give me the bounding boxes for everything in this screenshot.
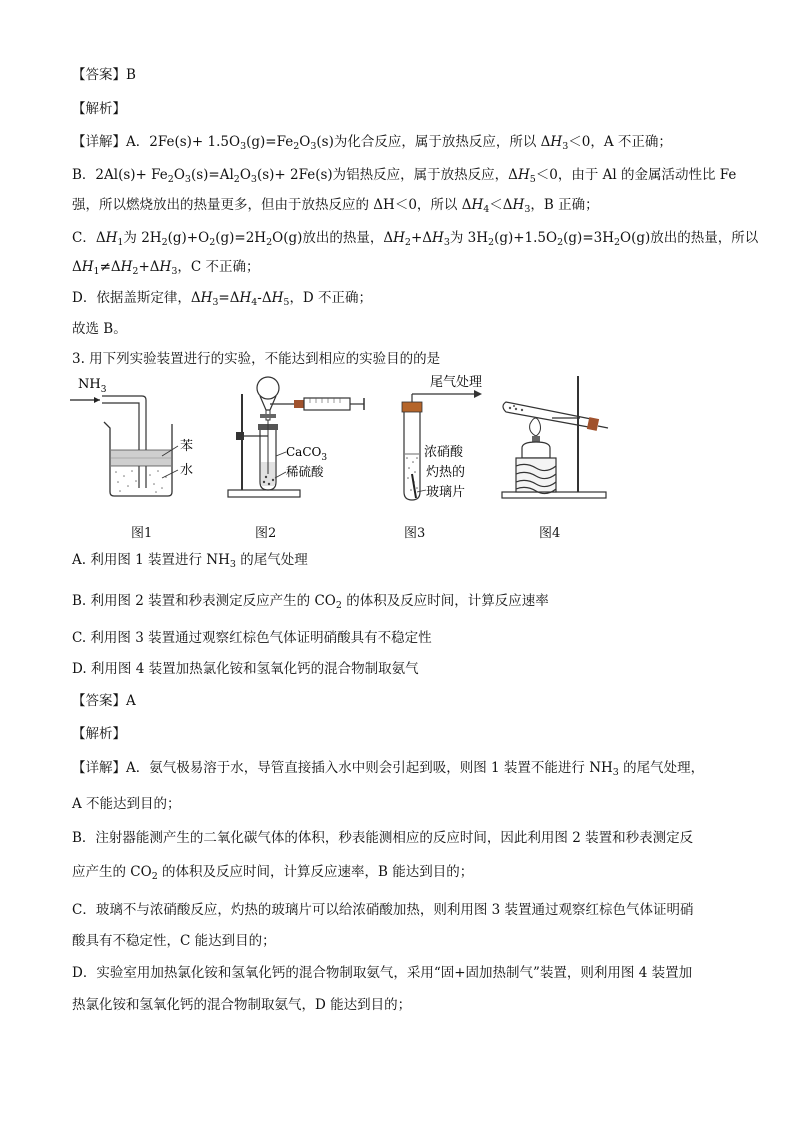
figure-4-heating-apparatus bbox=[492, 372, 612, 506]
fig1-gas-label: $NH_3$ bbox=[78, 377, 107, 395]
detail1-b2: 强，所以燃烧放出的热量更多，但由于放热反应的 ΔH＜0，所以 $\Delta H_4<\Delta H_3$，B 正确； bbox=[72, 197, 599, 215]
detail1-d: D．依据盖斯定律，$\Delta H_3=\Delta H_4-\Delta H_5$，D 不正确； bbox=[72, 290, 373, 308]
conclusion-1: 故选 B。 bbox=[72, 321, 127, 337]
option-c: C. 利用图 3 装置通过观察红棕色气体证明硝酸具有不稳定性 bbox=[72, 630, 432, 646]
answer-label: 【答案】 bbox=[72, 67, 126, 83]
figure-2-syringe-apparatus bbox=[222, 374, 372, 504]
detail2-b2: 应产生的 $CO_2$ 的体积及反应时间，计算反应速率，B 能达到目的； bbox=[72, 864, 474, 882]
figure-1-beaker bbox=[70, 374, 210, 504]
fig3-tail-gas-label: 尾气处理 bbox=[430, 375, 483, 390]
fig1-caption: 图1 bbox=[131, 526, 153, 541]
answer-value: A bbox=[126, 693, 136, 709]
question-3: 3. 用下列实验装置进行的实验，不能达到相应的实验目的的是 bbox=[72, 351, 441, 367]
fig1-benzene-label: 苯 bbox=[180, 439, 194, 454]
fig4-caption: 图4 bbox=[539, 526, 561, 541]
detail2-d2: 热氯化铵和氢氧化钙的混合物制取氨气，D 能达到目的； bbox=[72, 997, 412, 1013]
detail1-a: 【详解】A．$2Fe(s)+ 1.5O_3(g)=Fe_2O_3(s)$为化合反应，属于放热反应，所以 $\Delta H_3<0$，A 不正确； bbox=[72, 134, 672, 152]
detail2-b1: B．注射器能测产生的二氧化碳气体的体积，秒表能测相应的反应时间，因此利用图 2 装置和秒表测定反 bbox=[72, 830, 694, 846]
detail2-a2: A 不能达到目的； bbox=[72, 796, 181, 812]
option-b: B. 利用图 2 装置和秒表测定反应产生的 $CO_2$ 的体积及反应时间，计算反应速率 bbox=[72, 593, 549, 611]
option-a: A. 利用图 1 装置进行 $NH_3$ 的尾气处理 bbox=[72, 552, 308, 570]
answer-line-2 bbox=[72, 692, 136, 710]
detail1-c1: C．$\Delta H_1$为 $2H_2(g)+O_2(g)=2H_2O(g)$放出的热量，$\Delta H_2+\Delta H_3$为 $3H_2(g)+1.5O_2(g)=3H_2O(g)$放出的热量，所以 bbox=[72, 230, 759, 248]
fig2-caco3-label: CaCO$_3$ bbox=[286, 445, 328, 463]
figure-3-nitric-acid-tube bbox=[384, 370, 504, 506]
fig3-label-line3: 玻璃片 bbox=[426, 485, 466, 500]
analysis-heading-1: 【解析】 bbox=[72, 101, 126, 117]
fig2-caption: 图2 bbox=[255, 526, 277, 541]
analysis-heading-2: 【解析】 bbox=[72, 726, 126, 742]
answer-line-1 bbox=[72, 66, 136, 84]
detail1-c2: $\Delta H_1\ne\Delta H_2+\Delta H_3$，C 不正确； bbox=[72, 259, 260, 277]
answer-label: 【答案】 bbox=[72, 693, 126, 709]
fig3-caption: 图3 bbox=[404, 526, 426, 541]
fig2-acid-label: 稀硫酸 bbox=[286, 464, 324, 479]
detail2-a1: 【详解】A．氨气极易溶于水，导管直接插入水中则会引起到吸，则图 1 装置不能进行 $NH_3$ 的尾气处理， bbox=[72, 760, 705, 778]
detail2-c2: 酸具有不稳定性，C 能达到目的； bbox=[72, 933, 276, 949]
detail2-d1: D．实验室用加热氯化铵和氢氧化钙的混合物制取氨气，采用“固+固加热制气”装置，则利用图 4 装置加 bbox=[72, 965, 693, 981]
option-d: D. 利用图 4 装置加热氯化铵和氢氧化钙的混合物制取氨气 bbox=[72, 661, 419, 677]
detail2-c1: C．玻璃不与浓硝酸反应，灼热的玻璃片可以给浓硝酸加热，则利用图 3 装置通过观察红棕色气体证明硝 bbox=[72, 902, 694, 918]
answer-value: B bbox=[126, 67, 136, 83]
fig3-label-line2: 灼热的 bbox=[426, 465, 466, 480]
fig1-water-label: 水 bbox=[180, 463, 194, 478]
detail1-b1: B．$2Al(s)+ Fe_2O_3(s)=Al_2O_3(s)+ 2Fe(s)$为铝热反应，属于放热反应，$\Delta H_5<0$，由于 Al 的金属活动性比 Fe bbox=[72, 167, 737, 185]
fig3-label-line1: 浓硝酸 bbox=[424, 445, 464, 460]
